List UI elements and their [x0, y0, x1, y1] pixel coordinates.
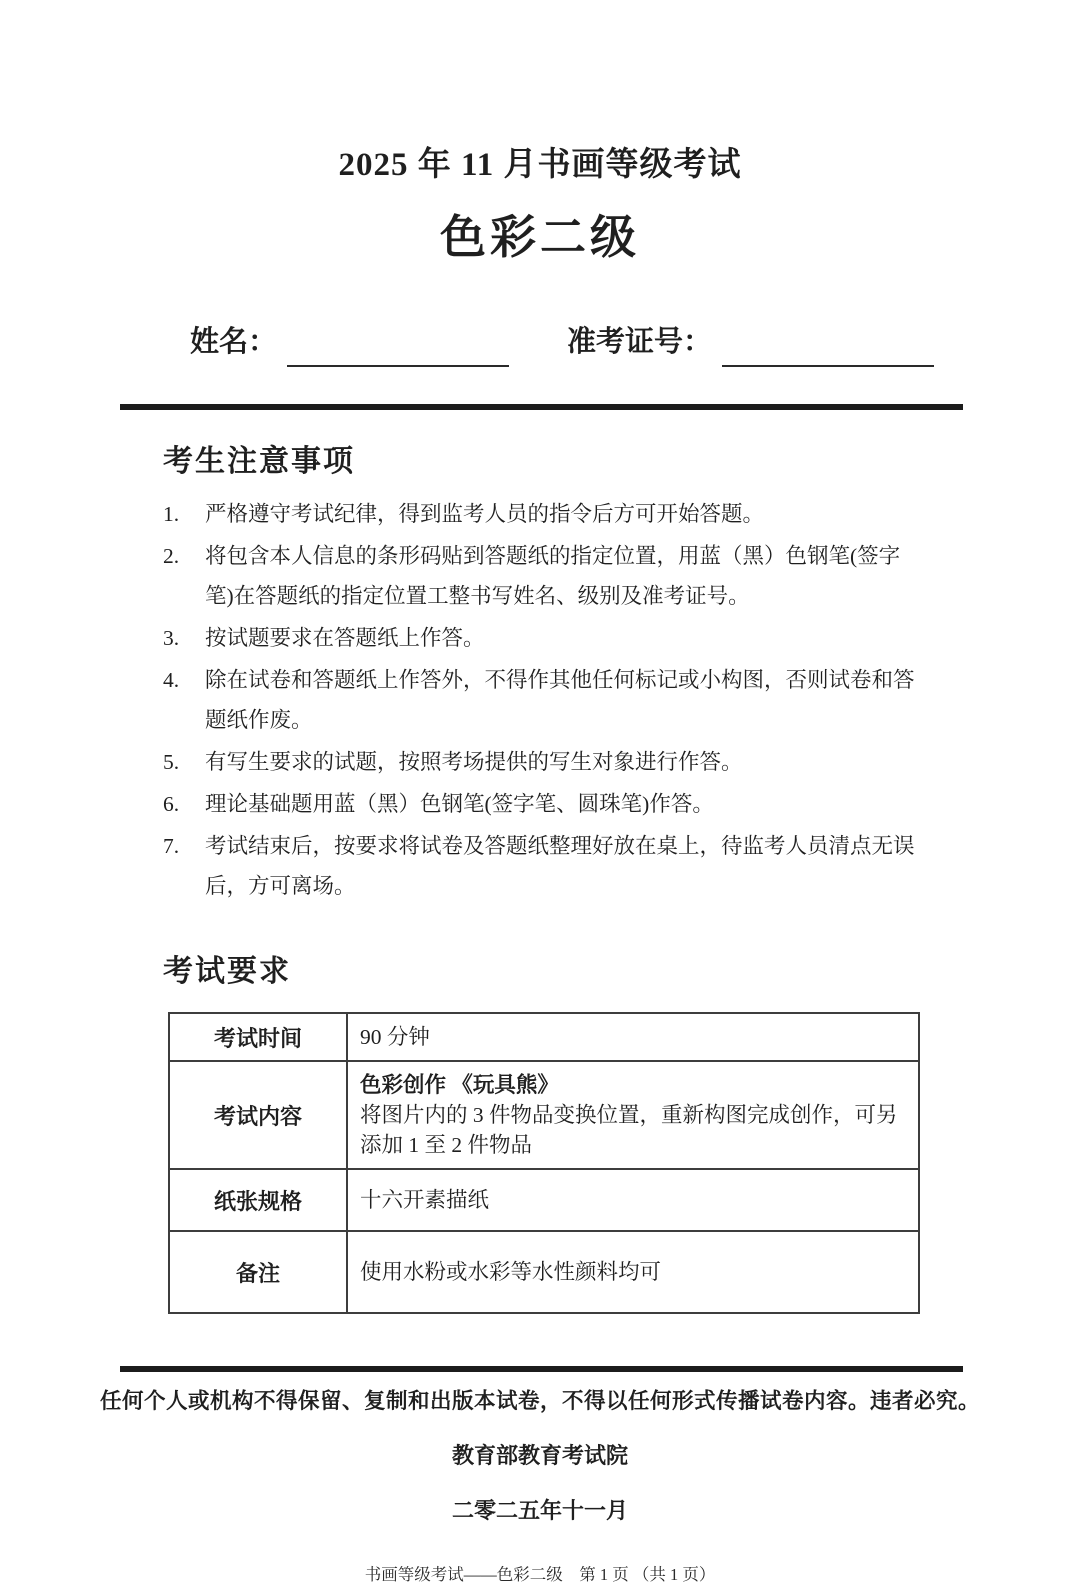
table-row-paper-spec — [169, 1169, 919, 1231]
notice-item-number: 5. — [163, 750, 180, 774]
name-blank-line — [287, 337, 509, 367]
paper-spec-value: 十六开素描纸 — [347, 1169, 919, 1231]
table-row-exam-content — [169, 1061, 919, 1169]
notice-item-text: 除在试卷和答题纸上作答外，不得作其他任何标记或小构图，否则试卷和答题纸作废。 — [205, 668, 915, 732]
notice-item-number: 3. — [163, 626, 180, 650]
exam-content-value — [347, 1061, 919, 1169]
notice-item-number: 2. — [163, 544, 180, 568]
notice-list — [163, 494, 970, 906]
bottom-double-rule — [120, 1366, 963, 1372]
notice-item — [163, 618, 970, 658]
notice-item-number: 4. — [163, 668, 180, 692]
notice-item-number: 7. — [163, 834, 180, 858]
exam-subject-title: 色彩二级 — [440, 212, 640, 263]
name-label: 姓名： — [190, 326, 278, 358]
exam-time-value: 90 分钟 — [347, 1013, 919, 1061]
candidate-fields-row — [190, 319, 1080, 360]
notice-item-text: 严格遵守考试纪律，得到监考人员的指令后方可开始答题。 — [205, 502, 765, 526]
table-row-exam-time — [169, 1013, 919, 1061]
exam-session-title: 2025 年 11 月书画等级考试 — [338, 147, 742, 183]
main-content — [163, 436, 970, 1314]
admission-number-blank-line — [722, 337, 934, 367]
notice-item-number: 6. — [163, 792, 180, 816]
exam-time-label: 考试时间 — [169, 1013, 347, 1061]
notice-item-number: 1. — [163, 502, 180, 526]
remarks-label: 备注 — [169, 1231, 347, 1313]
admission-number-label: 准考证号： — [567, 326, 713, 358]
notice-item — [163, 826, 970, 906]
notice-item-text: 理论基础题用蓝（黑）色钢笔(签字笔、圆珠笔)作答。 — [205, 792, 714, 816]
issuing-organization: 教育部教育考试院 — [451, 1443, 628, 1468]
notice-item — [163, 494, 970, 534]
notice-item-text: 将包含本人信息的条形码贴到答题纸的指定位置，用蓝（黑）色钢笔(签字笔)在答题纸的指定位置工整书写姓名、级别及准考证号。 — [205, 544, 901, 608]
notice-item — [163, 660, 970, 740]
notice-item — [163, 784, 970, 824]
paper-spec-label: 纸张规格 — [169, 1169, 347, 1231]
exam-content-description: 将图片内的 3 件物品变换位置，重新构图完成创作，可另添加 1 至 2 件物品 — [360, 1103, 898, 1157]
top-double-rule — [120, 404, 963, 410]
table-row-remarks — [169, 1231, 919, 1313]
page-number-line: 书画等级考试——色彩二级 第 1 页 （共 1 页） — [364, 1565, 716, 1584]
remarks-value: 使用水粉或水彩等水性颜料均可 — [347, 1231, 919, 1313]
notice-item-text: 按试题要求在答题纸上作答。 — [205, 626, 485, 650]
copyright-warning: 任何个人或机构不得保留、复制和出版本试卷，不得以任何形式传播试卷内容。违者必究。 — [99, 1389, 980, 1413]
notice-item — [163, 536, 970, 616]
notice-item-text: 考试结束后，按要求将试卷及答题纸整理好放在桌上，待监考人员清点无误后，方可离场。 — [205, 834, 915, 898]
notice-section-heading: 考生注意事项 — [163, 445, 355, 478]
exam-content-title: 色彩创作 《玩具熊》 — [360, 1073, 559, 1097]
exam-content-label: 考试内容 — [169, 1061, 347, 1169]
issue-date: 二零二五年十一月 — [451, 1498, 628, 1523]
exam-requirements-table — [168, 1012, 920, 1314]
notice-item — [163, 742, 970, 782]
notice-item-text: 有写生要求的试题，按照考场提供的写生对象进行作答。 — [205, 750, 743, 774]
requirements-section-heading: 考试要求 — [163, 955, 291, 988]
